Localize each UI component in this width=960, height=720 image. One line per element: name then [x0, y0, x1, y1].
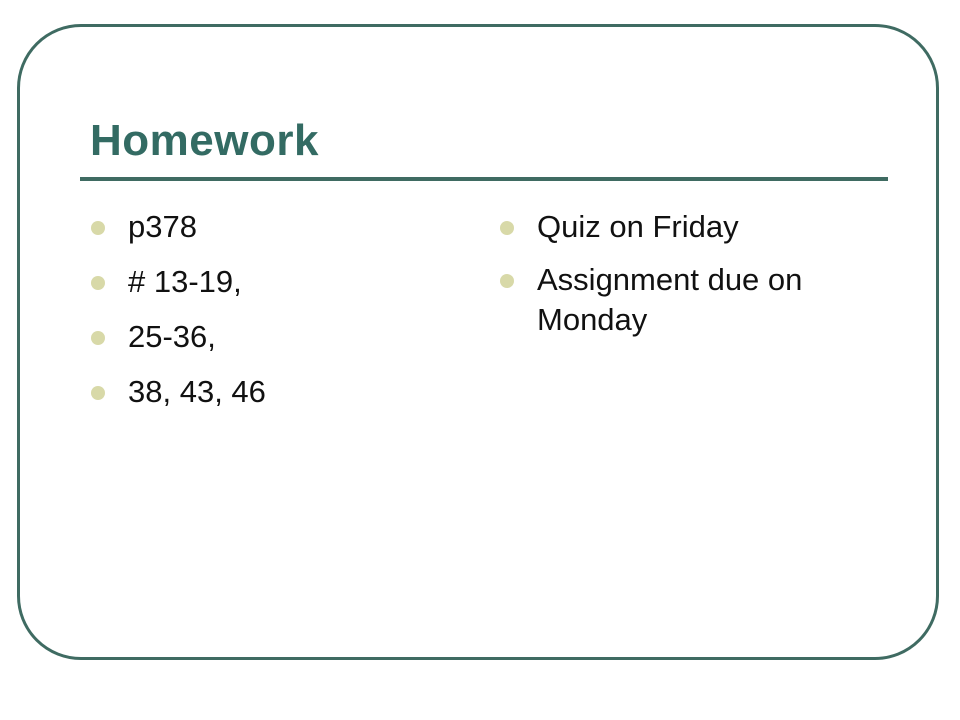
bullet-dot-icon	[91, 331, 105, 345]
bullet-item	[500, 260, 890, 340]
left-bullet-list	[91, 207, 461, 427]
bullet-dot-icon	[91, 276, 105, 290]
title-divider	[80, 177, 888, 181]
bullet-dot-icon	[500, 274, 514, 288]
slide-title: Homework	[90, 116, 319, 165]
bullet-item	[500, 207, 890, 247]
bullet-text: 38, 43, 46	[128, 374, 266, 409]
bullet-text: Quiz on Friday	[537, 209, 739, 244]
bullet-item	[91, 262, 461, 302]
bullet-item	[91, 207, 461, 247]
bullet-item	[91, 372, 461, 412]
bullet-text: Assignment due on Monday	[537, 262, 803, 337]
bullet-text: 25-36,	[128, 319, 216, 354]
bullet-text: # 13-19,	[128, 264, 242, 299]
bullet-item	[91, 317, 461, 357]
bullet-dot-icon	[500, 221, 514, 235]
bullet-dot-icon	[91, 386, 105, 400]
right-bullet-list	[500, 207, 890, 353]
bullet-dot-icon	[91, 221, 105, 235]
bullet-text: p378	[128, 209, 197, 244]
